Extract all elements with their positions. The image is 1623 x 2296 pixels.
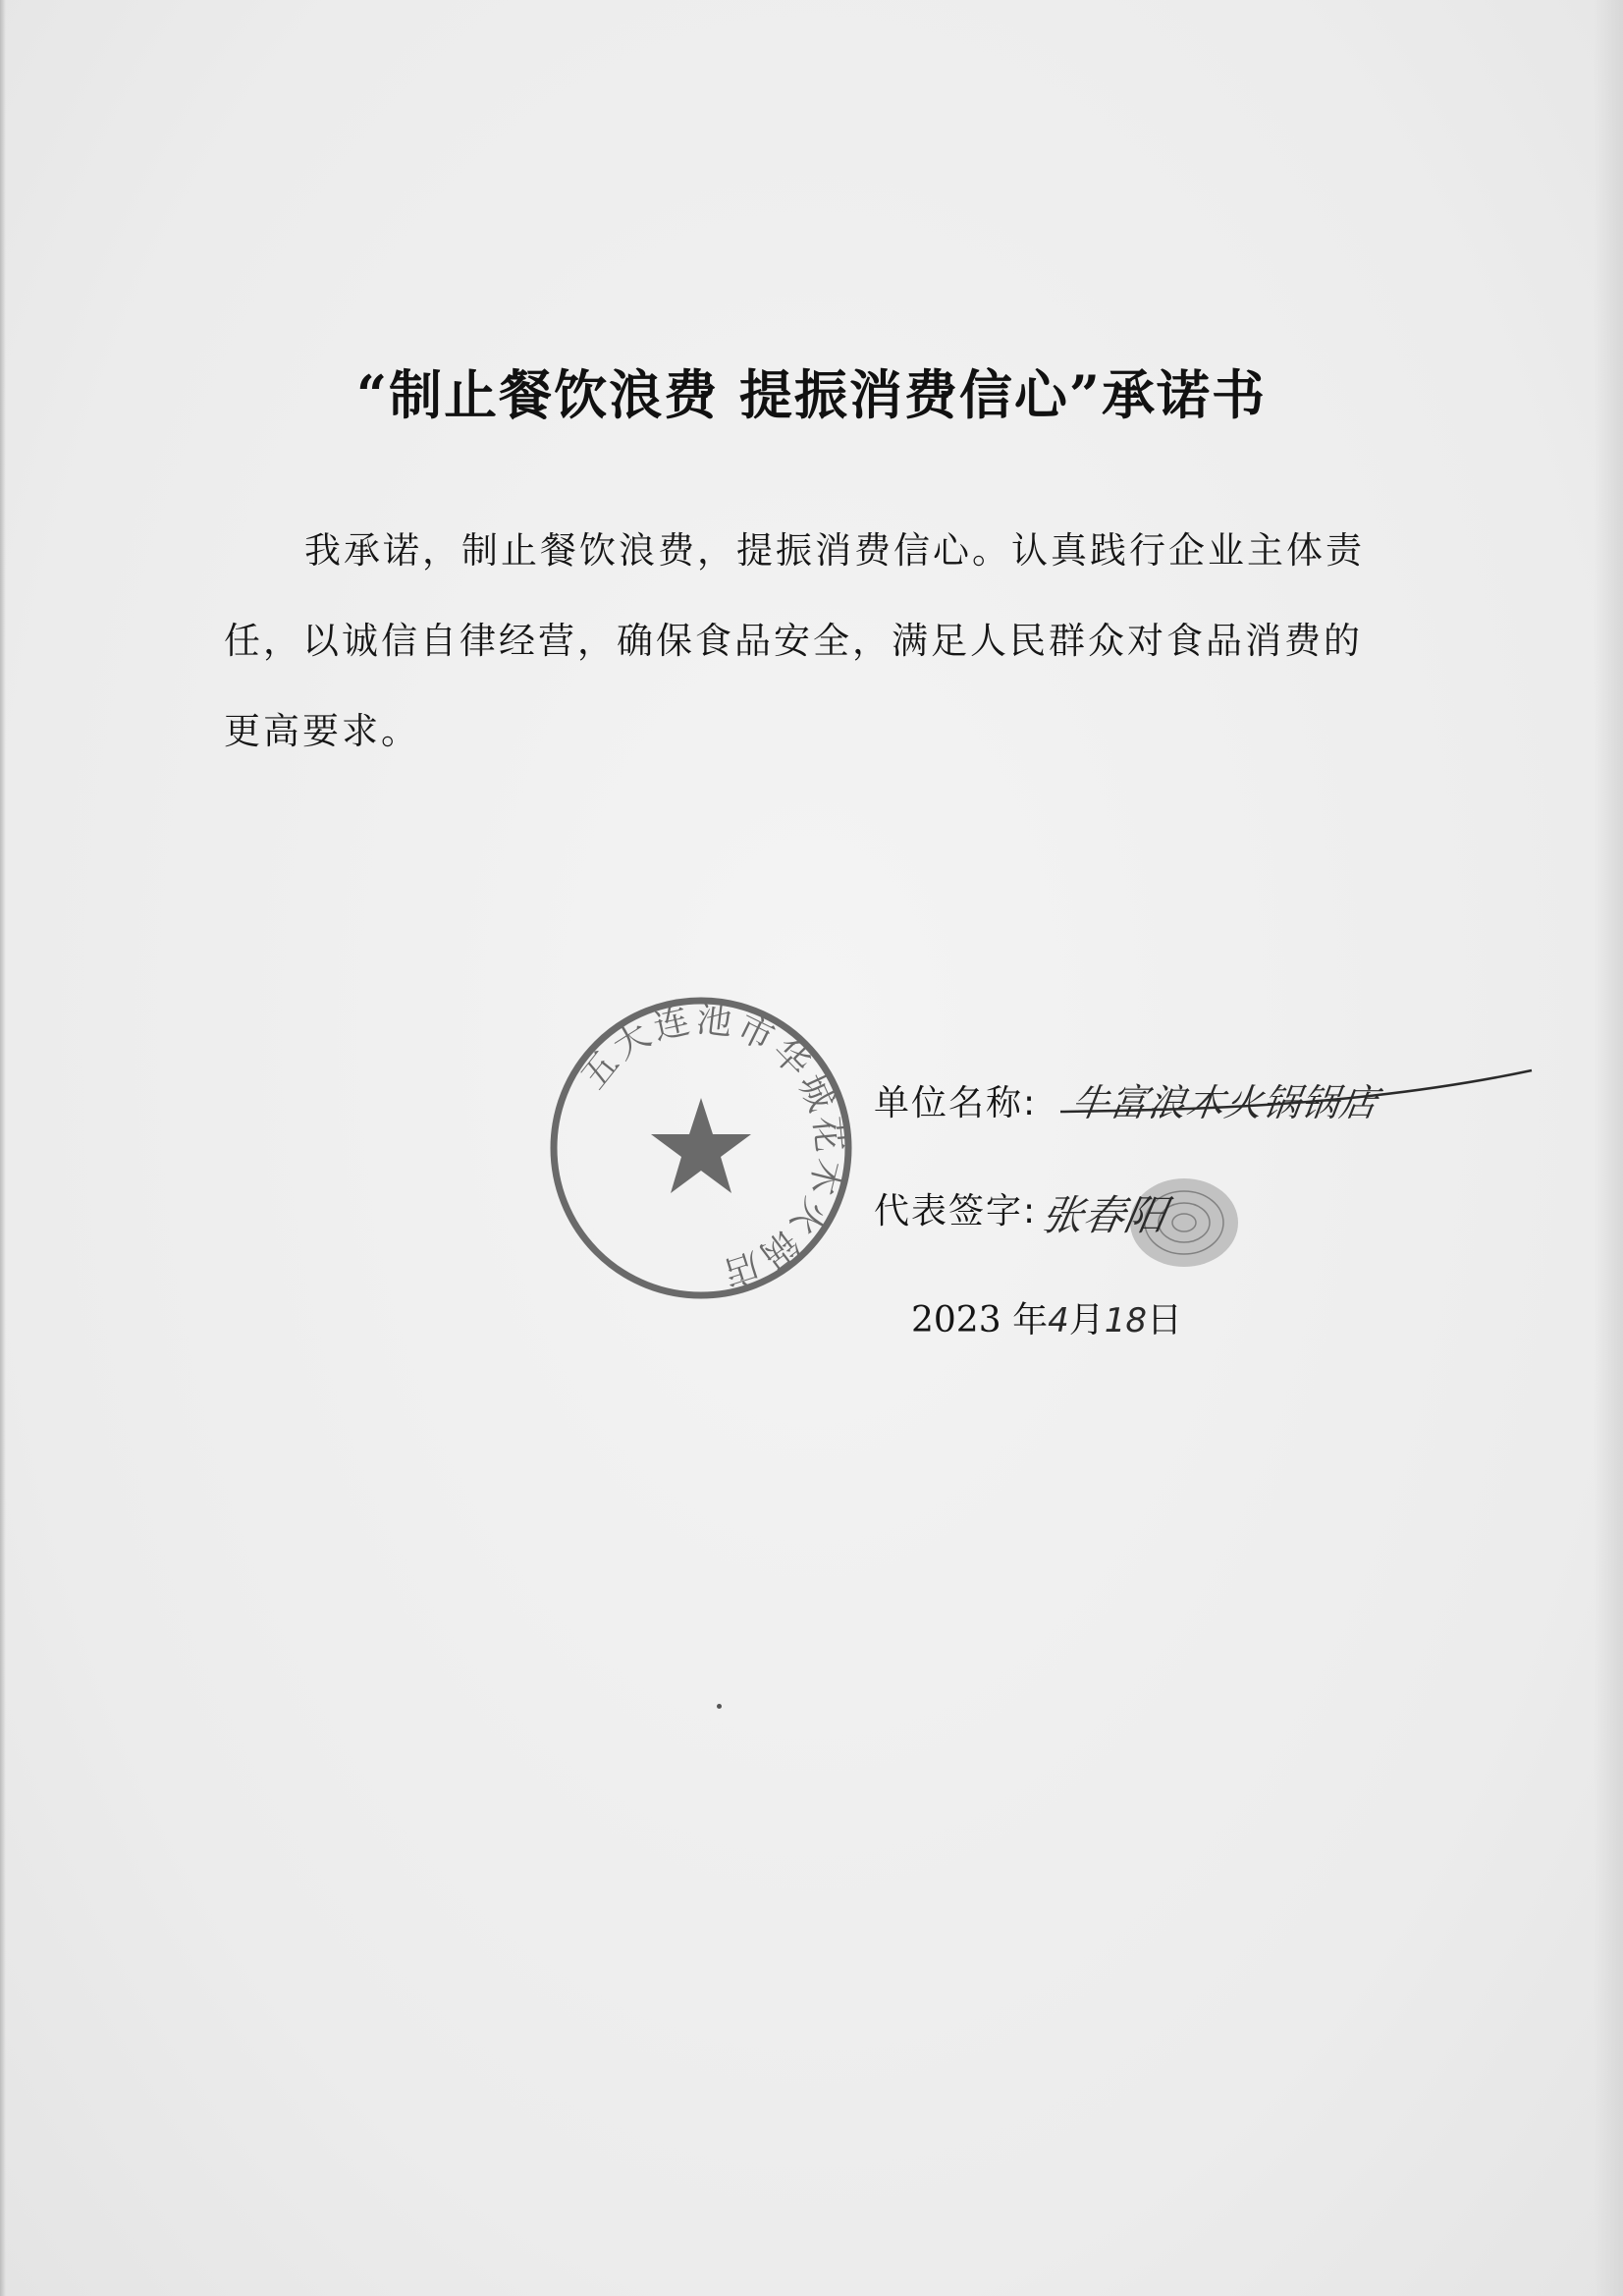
representative-signature: 张春阳 [1038,1191,1170,1239]
unit-name-label: 单位名称: [874,1083,1038,1123]
date-month-suffix: 月 [1068,1300,1105,1340]
signature-date [911,1292,1182,1342]
date-year-suffix: 年 [1001,1300,1049,1340]
date-year: 2023 [911,1300,1001,1340]
representative-label: 代表签字: [874,1191,1038,1231]
document-body: 我承诺，制止餐饮浪费，提振消费信心。认真践行企业主体责任，以诚信自律经营，确保食品安全，满足人民群众对食品消费的更高要求。 [224,529,1365,752]
unit-name-handwritten: 牛富浪木火锅锅店 [1068,1081,1381,1124]
document-title: “制止餐饮浪费 提振消费信心”承诺书 [356,363,1267,426]
date-month: 4 [1048,1301,1069,1340]
date-day-suffix: 日 [1147,1300,1183,1340]
paper-speck [717,1704,722,1709]
date-day: 18 [1104,1301,1147,1340]
star-icon [651,1098,751,1193]
paper-edge-right [1594,0,1623,2296]
paper-edge-left [0,0,6,2296]
seal-graphic [545,992,857,1304]
official-seal [545,992,857,1304]
seal-text: 五大连池市华城花木火锅店 [573,999,850,1295]
